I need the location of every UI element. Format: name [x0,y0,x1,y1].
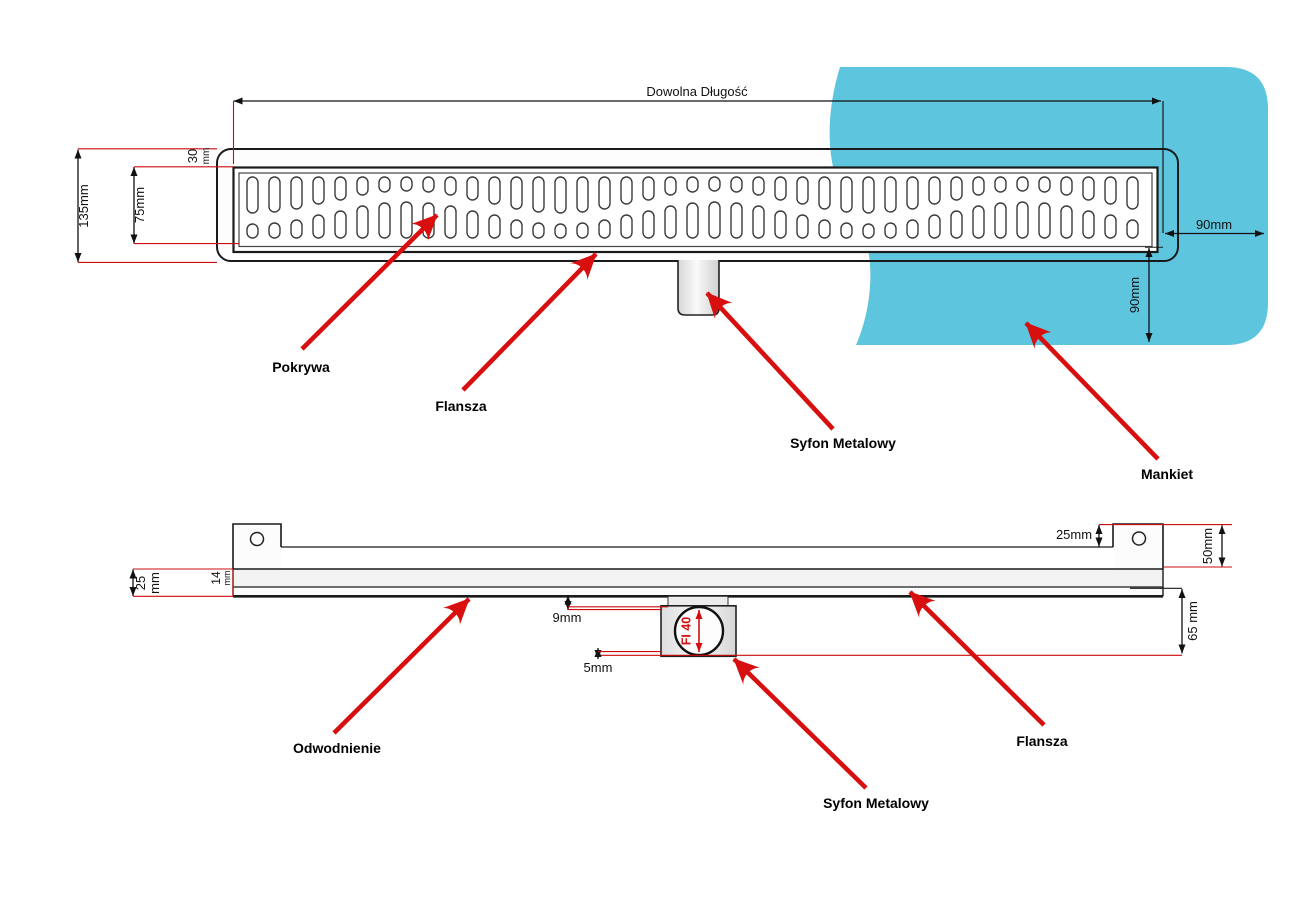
syfon-top-arrow [707,293,833,429]
grate-slot [753,206,764,238]
dim-5 [584,648,661,675]
siphon-neck [668,596,728,606]
height-dim-text: 135mm [76,184,91,228]
grate-slot [1061,206,1072,238]
end-height-value: 25 [133,575,148,591]
grate-slot [951,177,962,200]
grate-slot [467,177,478,200]
grate-slot [247,177,258,213]
dim-25-right [1056,525,1099,547]
screw-hole-left [251,533,264,546]
grate-slot [401,177,412,191]
bracket-height-dim-text: 50mm [1200,527,1215,565]
grate-slot [885,223,896,238]
flange-label-top: Flansza [435,398,487,414]
drain-pipe-top [678,260,719,315]
grate-slot [379,203,390,238]
grate-slot [973,177,984,195]
grate-slot [467,211,478,238]
grate-slot [885,177,896,212]
top-view [76,67,1268,482]
gap-dim-text: 9mm [552,610,582,625]
grate-slot [489,215,500,238]
offset-dim-horizontal-text: 90mm [1195,217,1233,232]
grate-slot [687,177,698,192]
grate-slot [577,223,588,238]
grate-slot [775,177,786,200]
grate-slot [907,177,918,209]
flange-label-side: Flansza [1016,733,1068,749]
grate-slot [731,177,742,192]
grate-slot [1039,203,1050,238]
bracket-left [233,524,281,569]
grate-slot [797,177,808,204]
grate-slot [533,223,544,238]
grate-slot [291,177,302,209]
channel-band-upper [233,569,1163,587]
cover-label: Pokrywa [272,359,330,375]
grate-slot [819,177,830,209]
grate-slot [951,211,962,238]
grate-slot [445,177,456,195]
grate-slot [643,177,654,200]
grate-slot [709,202,720,238]
grate-slot [841,177,852,212]
flansza-top-arrow [463,254,596,390]
grate-slot [291,220,302,238]
grate-slot [313,215,324,238]
grate-slot [1083,211,1094,238]
grate-slot [401,202,412,238]
grate-slot [775,211,786,238]
siphon-label-side: Syfon Metalowy [823,795,929,811]
grate-slot [731,203,742,238]
grate-slot [687,203,698,238]
bracket-right [1113,524,1163,569]
grate-slot [621,177,632,204]
grate-slot [643,211,654,238]
grate-slot [1017,202,1028,238]
body-height-unit: mm [222,570,232,586]
grate-slot [1127,220,1138,238]
grate-slot [511,220,522,238]
callout-mankiet [1026,323,1193,482]
offset-dim-vertical-text: 90mm [1127,276,1142,314]
grate-slot [665,177,676,195]
bracket-top-dim-text: 25mm [1055,527,1093,542]
edge-dim-unit: mm [201,147,212,165]
grate-slot [929,177,940,204]
grate-slot [1105,177,1116,204]
grate-slot [357,206,368,238]
grate-slot [533,177,544,212]
grate-slot [1127,177,1138,209]
grate-slot [489,177,500,204]
screw-hole-right [1133,532,1146,545]
grate-slot [621,215,632,238]
grate-slot [907,220,918,238]
grate-slot [313,177,324,204]
grate-slot [511,177,522,209]
siphon-side [661,596,736,656]
grate-slot [423,177,434,192]
siphon-diameter-text: FI 40 [679,616,694,646]
grate-slot [269,223,280,238]
drainage-label: Odwodnienie [293,740,381,756]
side-view [133,524,1232,811]
grate-slot [1061,177,1072,195]
grate-slot [599,220,610,238]
callout-flansza-top [435,254,596,414]
syfon-side-arrow [734,659,866,788]
grate-slot [577,177,588,212]
grate-slot [555,177,566,213]
grate-slot [335,211,346,238]
grate-slot [357,177,368,195]
dim-14 [209,571,232,586]
callout-flansza-side [910,592,1068,749]
sleeve-label: Mankiet [1140,466,1194,482]
inner-height-dim-text: 75mm [132,186,147,224]
grate-slot [335,177,346,200]
grate-slot [995,203,1006,238]
callout-syfon-side [734,659,929,811]
grate-slot [709,177,720,191]
end-height-unit: mm [147,572,162,594]
grate-slot [269,177,280,212]
grate-slot [247,224,258,238]
grate-slot [841,223,852,238]
grate-slot [1017,177,1028,191]
dim-9 [553,596,668,626]
edge-dim-value: 30 [185,148,200,164]
grate-slots [247,177,1138,238]
grate-slot [863,224,874,238]
odwodnienie-arrow [334,599,469,733]
grate-slot [929,215,940,238]
callout-odwodnienie [293,599,469,756]
grate-slot [599,177,610,209]
grate-slot [995,177,1006,192]
grate-slot [555,224,566,238]
body-height-value: 14 [209,571,223,585]
grate-slot [863,177,874,213]
grate-slot [973,206,984,238]
grate-slot [1083,177,1094,200]
clearance-dim-text: 5mm [583,660,613,675]
siphon-label-top: Syfon Metalowy [790,435,896,451]
grate-slot [1039,177,1050,192]
length-dim-text: Dowolna Długość [646,84,748,99]
grate-slot [445,206,456,238]
depth-dim-text: 65 mm [1185,601,1200,641]
grate-slot [665,206,676,238]
grate-slot [797,215,808,238]
grate-slot [753,177,764,195]
grate-slot [819,220,830,238]
grate-slot [1105,215,1116,238]
grate-slot [379,177,390,192]
flansza-side-arrow [910,592,1044,725]
